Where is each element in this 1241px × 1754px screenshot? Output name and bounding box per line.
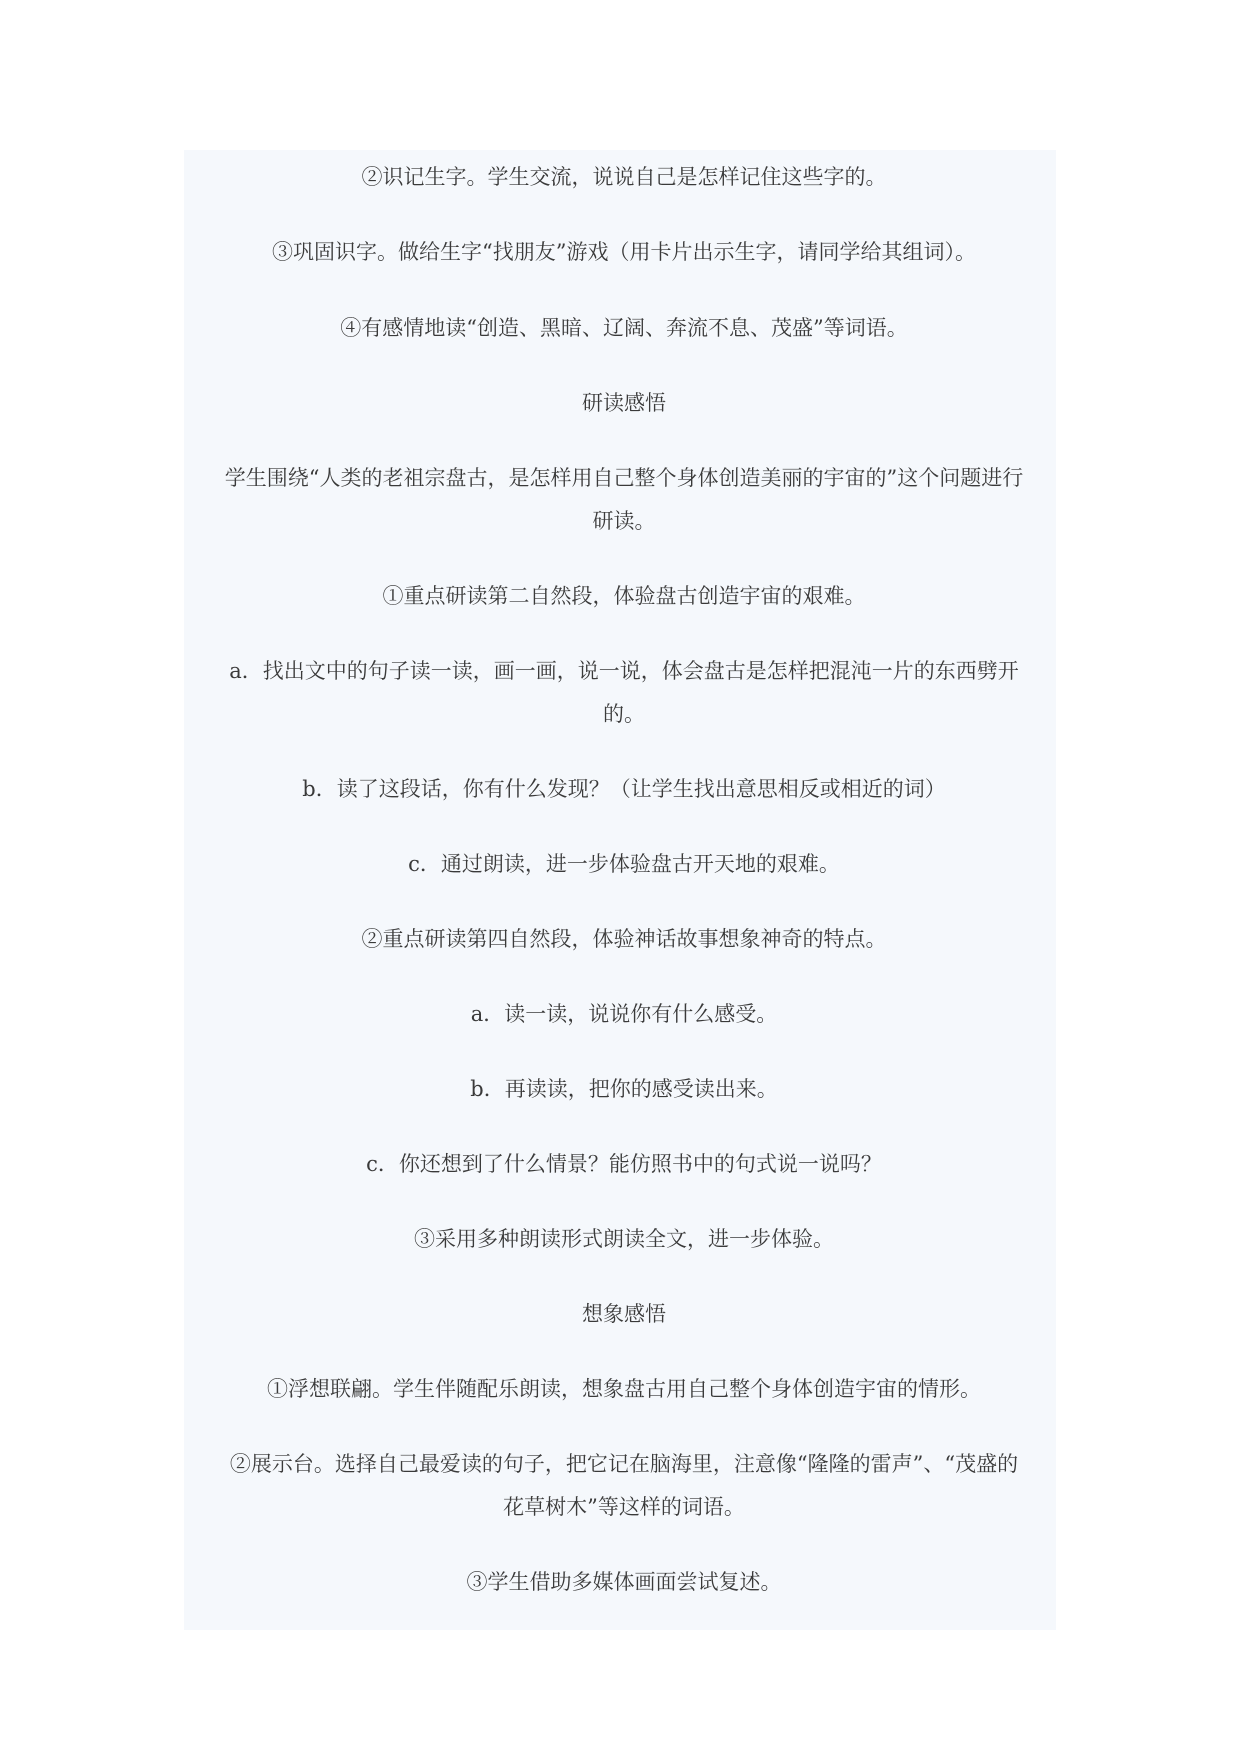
paragraph-study-fourth-section: ②重点研读第四自然段，体验神话故事想象神奇的特点。 [361,927,887,951]
paragraph-read-words: ④有感情地读“创造、黑暗、辽阔、奔流不息、茂盛”等词语。 [340,316,908,340]
paragraph-item-b-discovery: b．读了这段话，你有什么发现？（让学生找出意思相反或相近的词） [302,777,946,801]
paragraph-consolidate-characters: ③巩固识字。做给生字“找朋友”游戏（用卡片出示生字，请同学给其组词）。 [272,240,976,264]
paragraph-item-c-reading-aloud: c．通过朗读，进一步体验盘古开天地的艰难。 [408,852,840,876]
paragraph-read-full-text: ③采用多种朗读形式朗读全文，进一步体验。 [414,1227,834,1251]
paragraph-item-a-feelings: a．读一读，说说你有什么感受。 [470,1002,778,1026]
paragraph-item-c-imagine: c．你还想到了什么情景？能仿照书中的句式说一说吗？ [366,1152,882,1176]
section-heading-imagination: 想象感悟 [582,1302,666,1326]
section-heading-study: 研读感悟 [582,391,666,415]
paragraph-retell: ③学生借助多媒体画面尝试复述。 [466,1570,782,1594]
content-panel [184,150,1056,1630]
paragraph-item-b-read-again: b．再读读，把你的感受读出来。 [470,1077,778,1101]
paragraph-recognize-characters: ②识记生字。学生交流，说说自己是怎样记住这些字的。 [361,165,887,189]
paragraph-showcase: ②展示台。选择自己最爱读的句子，把它记在脑海里，注意像“隆隆的雷声”、“茂盛的花草树木”等这样的词语。 [229,1452,1019,1519]
paragraph-study-question: 学生围绕“人类的老祖宗盘古，是怎样用自己整个身体创造美丽的宇宙的”这个问题进行研读。 [224,466,1024,533]
paragraph-study-second-section: ①重点研读第二自然段，体验盘古创造宇宙的艰难。 [382,584,866,608]
paragraph-item-a-find-sentences: a．找出文中的句子读一读，画一画，说一说，体会盘古是怎样把混沌一片的东西劈开的。 [229,659,1019,726]
paragraph-imagination-music: ①浮想联翩。学生伴随配乐朗读，想象盘古用自己整个身体创造宇宙的情形。 [267,1377,981,1401]
